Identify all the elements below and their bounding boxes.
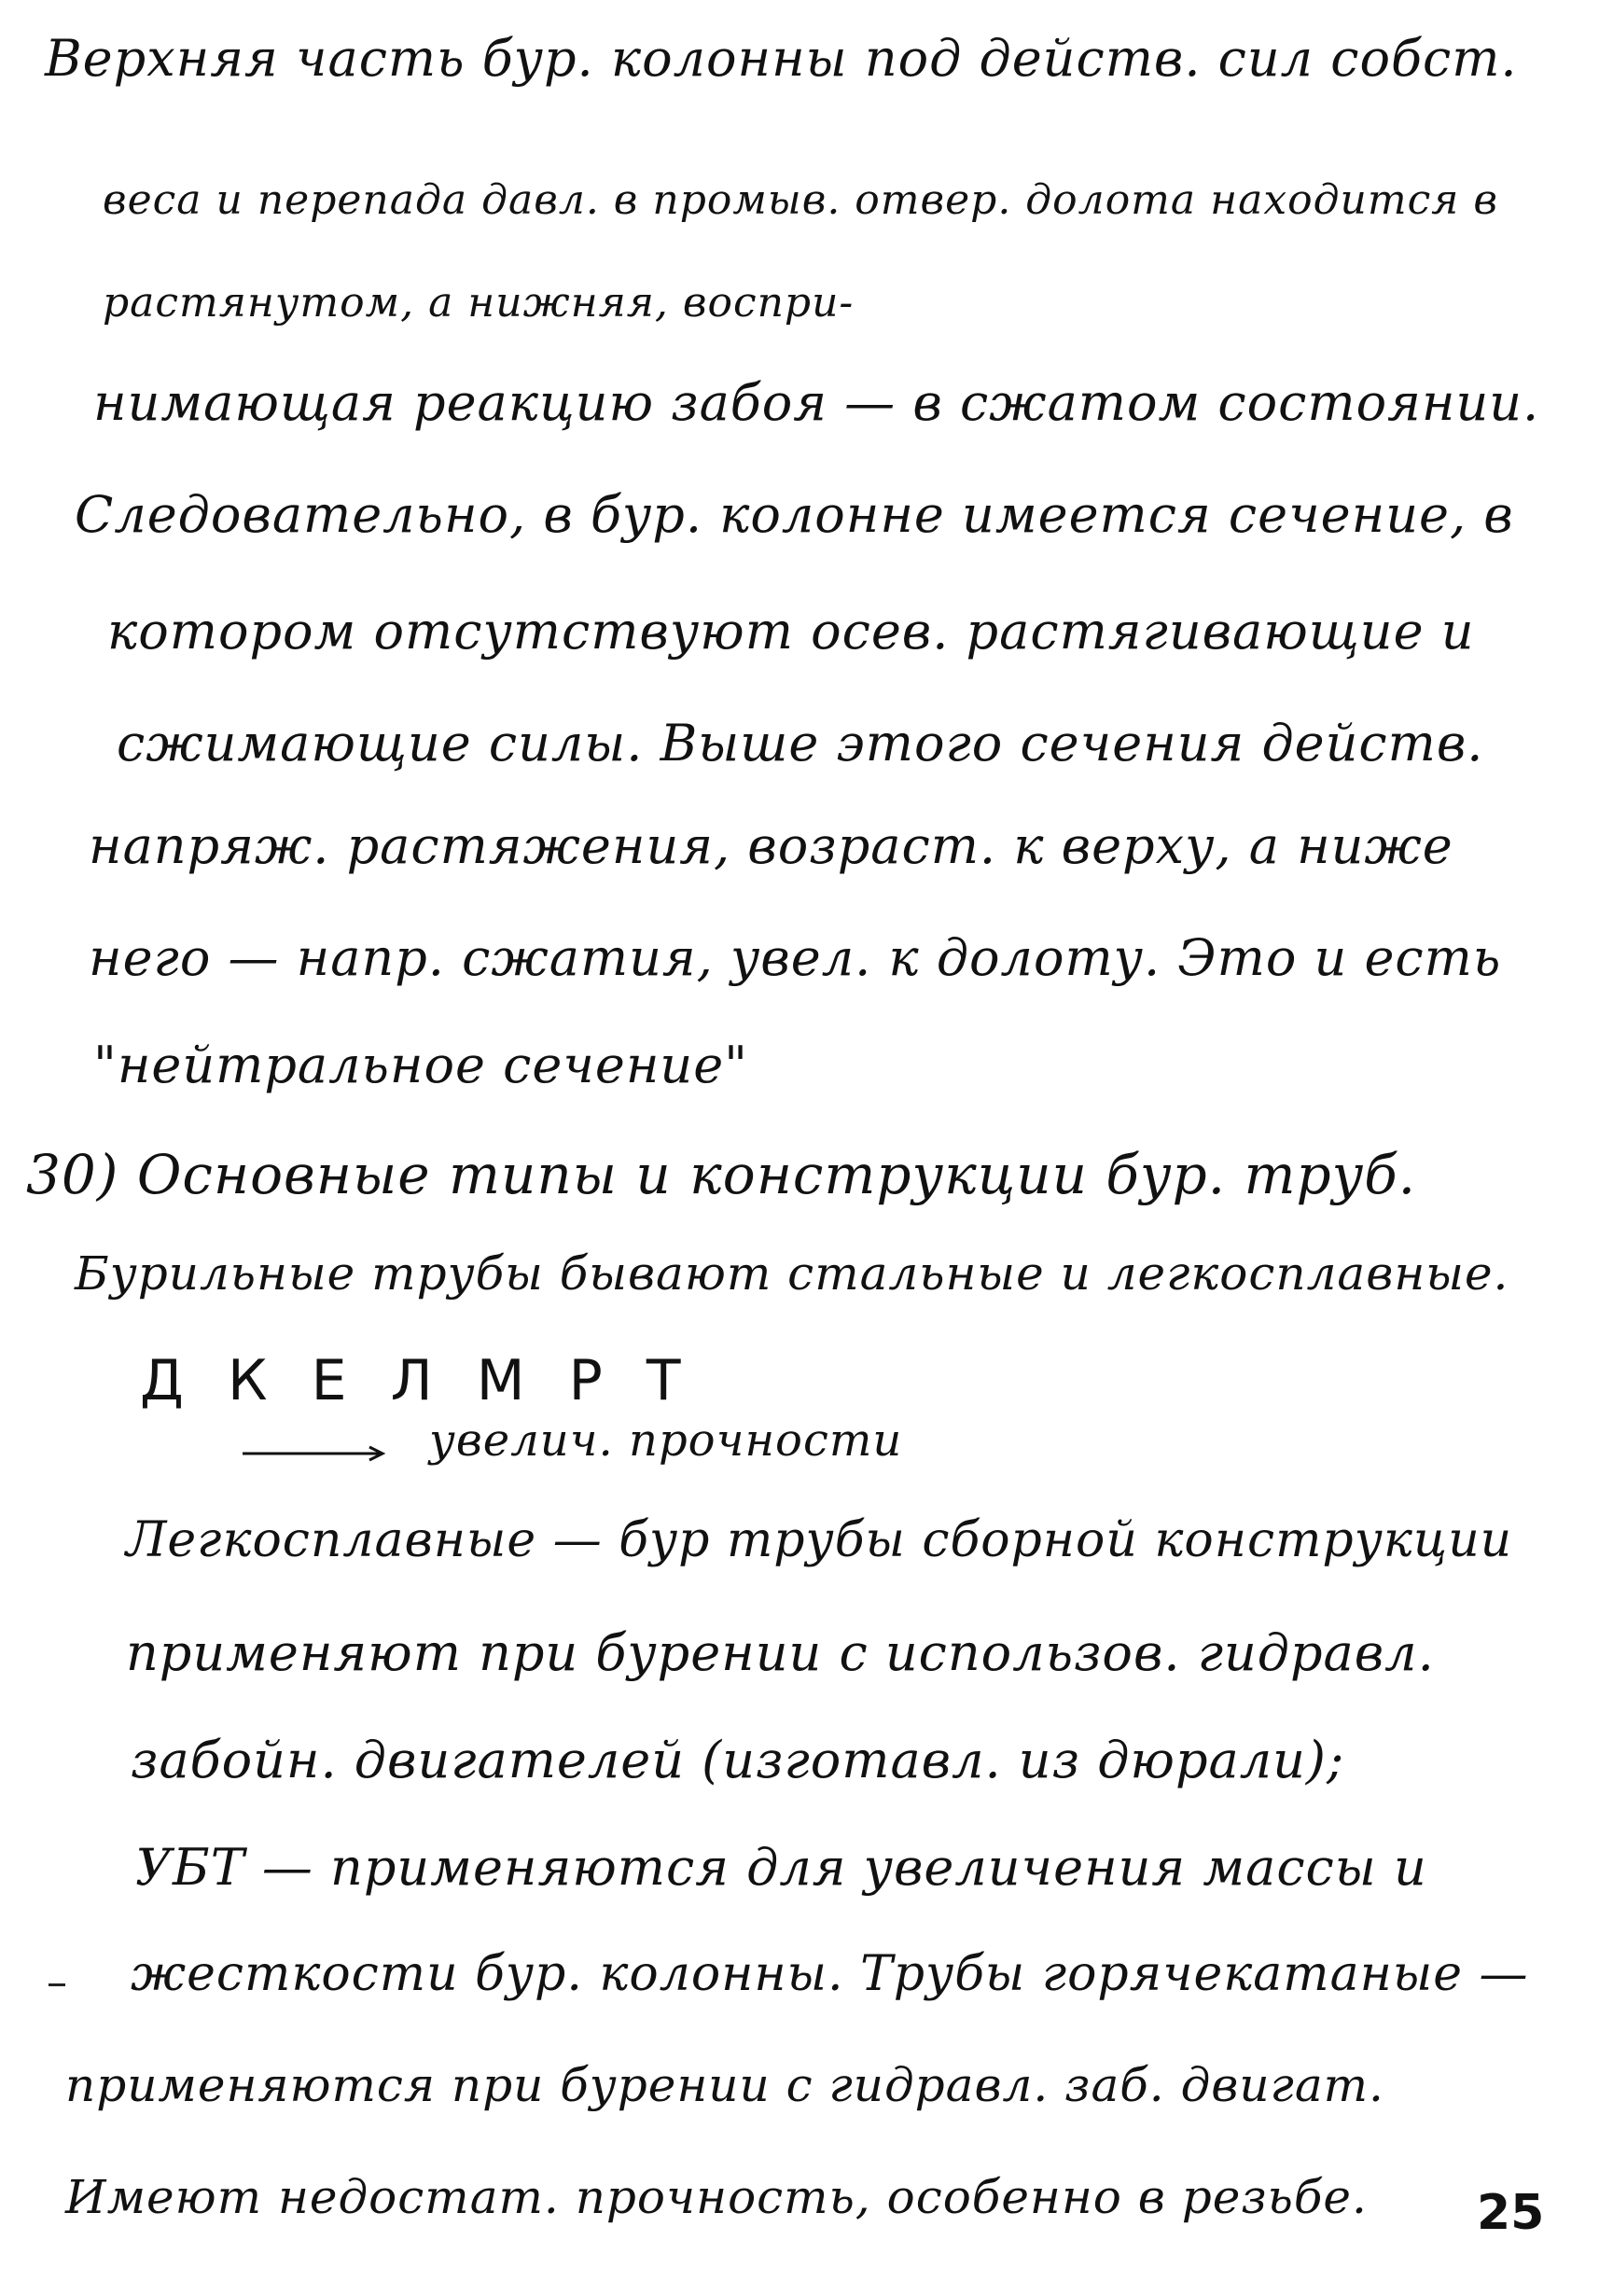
text-line-2a: веса и перепада давл. в промыв. отвер. долота находится в растянутом, а нижняя, воспри- (103, 176, 1498, 327)
text-line-19: применяются при бурении с гидравл. заб. двигат. (65, 2058, 1384, 2112)
text-line-6: сжимающие силы. Выше этого сечения действ. (117, 714, 1484, 772)
pipe-grades-line: Д К Е Л М Р Т (140, 1348, 694, 1413)
text-line-3: нимающая реакцию забоя — в сжатом состоянии. (93, 373, 1540, 432)
text-line-18: жесткости бур. колонны. Трубы горячекатаные — (131, 1946, 1529, 2002)
right-arrow-icon (241, 1444, 390, 1463)
text-line-16: забойн. двигателей (изготавл. из дюрали); (131, 1731, 1345, 1789)
text-line-17: УБТ — применяются для увеличения массы и (135, 1838, 1427, 1897)
text-line-4: Следовательно, в бур. колонне имеется сечение, в (75, 485, 1514, 544)
text-line-11: Бурильные трубы бывают стальные и легкосплавные. (75, 1246, 1509, 1301)
page-number: 25 (1477, 2185, 1545, 2241)
margin-dash (49, 1983, 65, 1986)
text-line-15: применяют при бурении с использов. гидравл. (126, 1623, 1435, 1682)
text-line-5: котором отсутствуют осев. растягивающие и (107, 602, 1475, 661)
section-heading-30: 30) Основные типы и конструкции бур. труб. (26, 1143, 1417, 1206)
text-line-20: Имеют недостат. прочность, особенно в резьбе. (65, 2170, 1368, 2224)
text-line-1: Верхняя часть бур. колонны под действ. сил собст. (45, 29, 1518, 88)
arrow-caption: увелич. прочности (429, 1414, 903, 1467)
text-line-8: него — напр. сжатия, увел. к долоту. Это и есть (89, 928, 1502, 987)
text-line-9: "нейтральное сечение" (93, 1036, 748, 1094)
text-line-14: Легкосплавные — бур трубы сборной конструкции (126, 1512, 1513, 1568)
text-line-7: напряж. растяжения, возраст. к верху, а ниже (89, 816, 1453, 875)
